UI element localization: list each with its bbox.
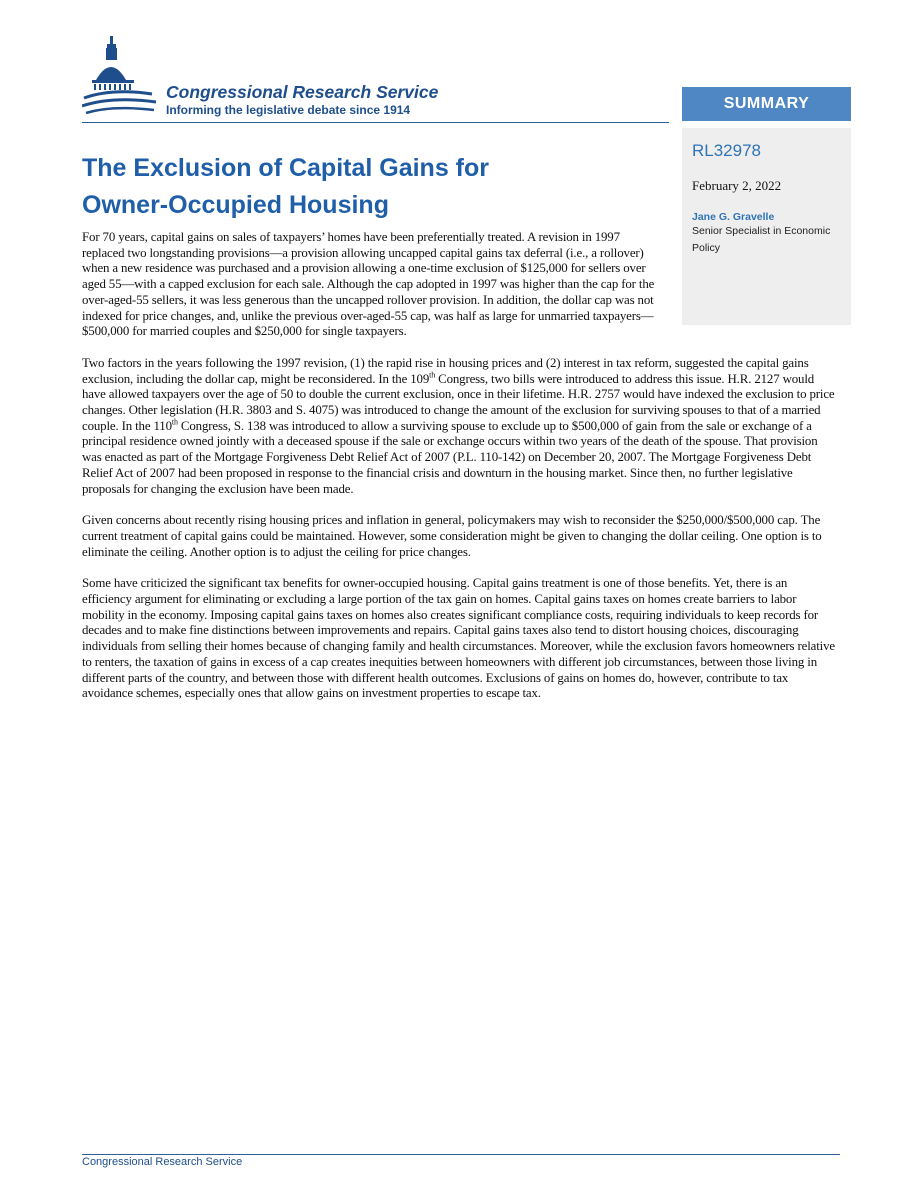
capitol-dome-icon bbox=[82, 36, 164, 122]
report-date: February 2, 2022 bbox=[692, 178, 782, 193]
report-number: RL32978 bbox=[692, 141, 762, 160]
org-tagline: Informing the legislative debate since 1914 bbox=[166, 103, 411, 117]
footer-divider bbox=[82, 1154, 840, 1155]
paragraph-2: Two factors in the years following the 1997 revision, (1) the rapid rise in housing prices and (2) interest in tax reform, suggested the capital gains exclusion, including the dollar cap, might be reconsidered. In the 109th Congress, two bills were introduced to address this issue. H.R. 2127 would have allowed taxpayers over the age of 50 to double the current exclusion, once in their lifetime. H.R. 2757 would have indexed the exclusion to price changes. Other legislation (H.R. 3803 and S. 4075) was introduced to change the amount of the exclusion for surviving spouses to that of a married couple. In the 110th Congress, S. 138 was introduced to allow a surviving spouse to exclude up to $500,000 of gain from the sale or exchange of a principal residence owned jointly with a deceased spouse if the sale or exchange occurs within two years of the death of the spouse. That provision was enacted as part of the Mortgage Forgiveness Debt Relief Act of 2007 (P.L. 110-142) on December 20, 2007. The Mortgage Forgiveness Debt Relief Act of 2007 had been proposed in response to the financial crisis and downturn in the housing market. Since then, no further legislative proposals for changing the exclusion have been made. bbox=[82, 355, 835, 496]
summary-label: SUMMARY bbox=[682, 87, 851, 121]
paragraph-1: For 70 years, capital gains on sales of taxpayers’ homes have been preferentially treated. A revision in 1997 replaced two longstanding provisions—a provision allowing uncapped capital gains tax deferral (i.e., a rollover) when a new residence was purchased and a provision allowing a one-time exclusion of $125,000 for sellers over aged 55—with a capped exclusion for each sale. Although the cap adopted in 1997 was higher than the cap for the over-aged-55 sellers, it was less generous than the uncapped rollover provision. In addition, the dollar cap was not indexed for price changes, and, unlike the previous over-aged-55 cap, was half as large for unmarried taxpayers—$500,000 for married couples and $250,000 for single taxpayers. bbox=[82, 230, 655, 339]
author-name: Jane G. Gravelle bbox=[692, 211, 775, 223]
summary-body bbox=[82, 230, 840, 718]
paragraph-3: Given concerns about recently rising housing prices and inflation in general, policymakers may wish to reconsider the $250,000/$500,000 cap. The current treatment of capital gains could be maintained. However, some consideration might be given to changing the dollar ceiling. One option is to eliminate the ceiling. Another option is to adjust the ceiling for price changes. bbox=[82, 513, 822, 559]
crs-logo bbox=[82, 36, 482, 122]
author-title: Senior Specialist in Economic Policy bbox=[692, 225, 831, 254]
header-divider bbox=[82, 122, 669, 123]
paragraph-4: Some have criticized the significant tax benefits for owner-occupied housing. Capital gains treatment is one of those benefits. Yet, there is an efficiency argument for eliminating or excluding a large portion of the tax gain on homes. Capital gains taxes on homes create barriers to labor mobility in the economy. Imposing capital gains taxes on homes also creates significant compliance costs, requiring individuals to keep records for decades and to make fine distinctions between improvements and repairs. Capital gains taxes also tend to distort housing choices, discouraging individuals from selling their homes because of changing family and health circumstances. Moreover, while the exclusion favors homeowners relative to renters, the taxation of gains in excess of a cap creates inequities between homeowners with different job circumstances, between those living in different parts of the country, and between those with different health outcomes. Exclusions of gains on homes do, however, contribute to tax avoidance schemes, especially ones that allow gains on investment properties to escape tax. bbox=[82, 576, 835, 701]
org-name: Congressional Research Service bbox=[166, 82, 439, 102]
page-title: The Exclusion of Capital Gains for Owner-Occupied Housing bbox=[82, 154, 490, 219]
footer-text: Congressional Research Service bbox=[82, 1156, 243, 1168]
